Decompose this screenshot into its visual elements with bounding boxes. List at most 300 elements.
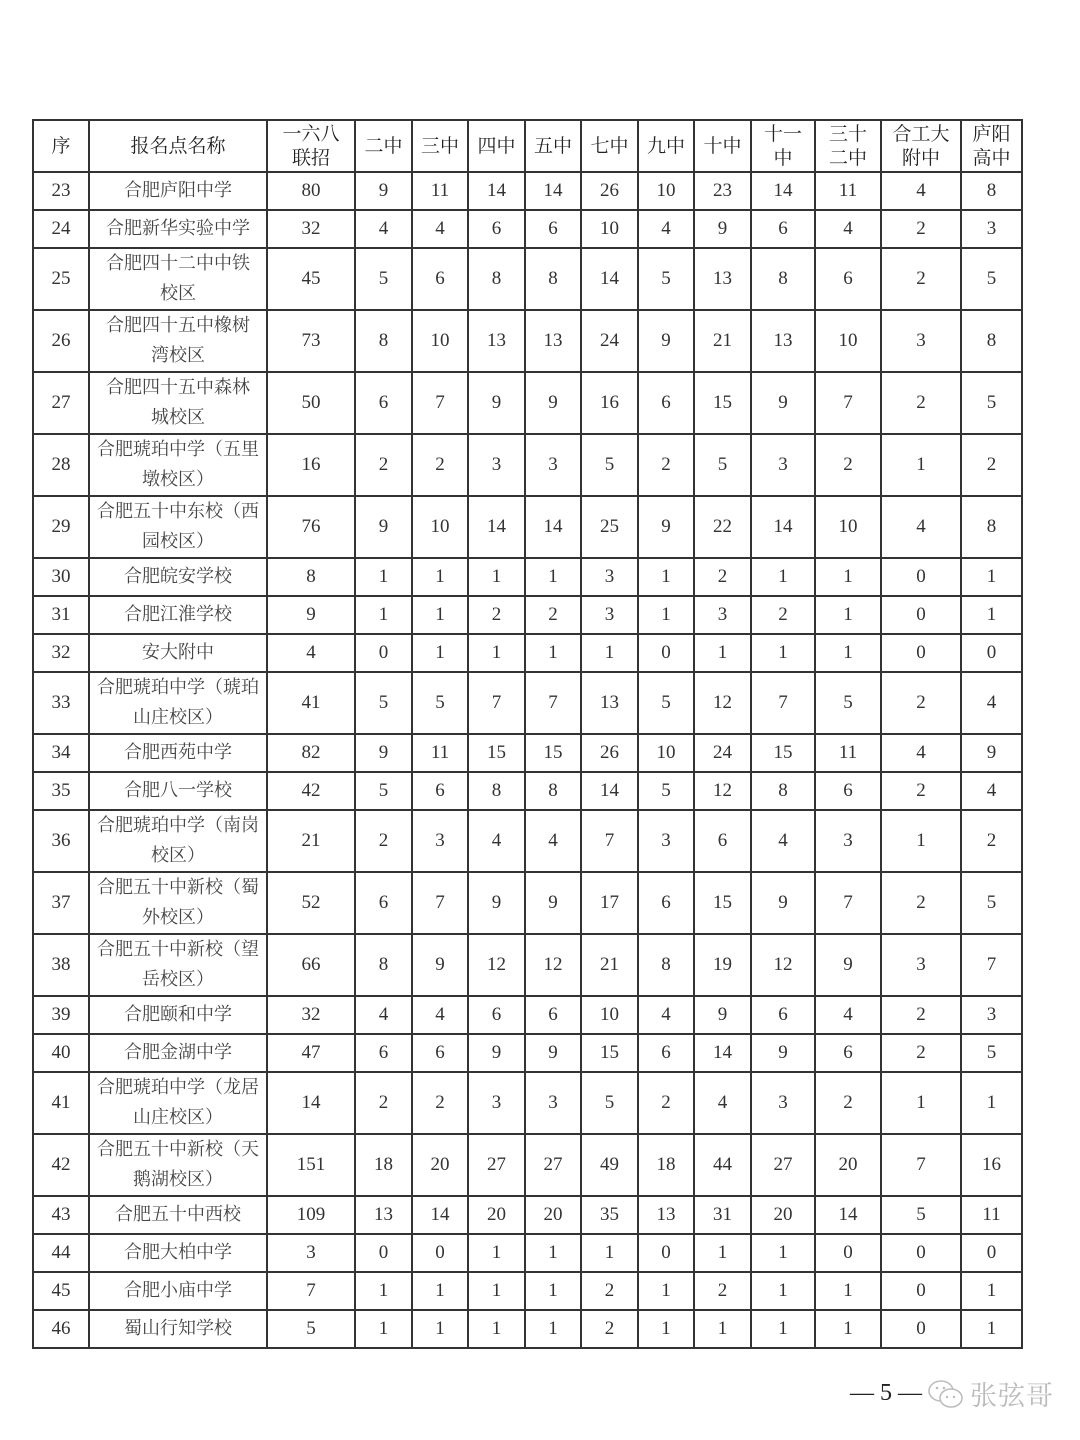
quota-cell: 15: [751, 734, 815, 772]
school-name: 合肥琥珀中学（五里 墩校区）: [89, 434, 267, 496]
quota-cell: 3: [412, 810, 468, 872]
quota-cell: 9: [751, 1034, 815, 1072]
quota-cell: 0: [815, 1234, 881, 1272]
quota-cell: 5: [815, 672, 881, 734]
quota-cell: 16: [961, 1134, 1022, 1196]
quota-cell: 4: [881, 172, 961, 210]
quota-cell: 8: [961, 310, 1022, 372]
quota-cell: 2: [412, 1072, 468, 1134]
row-number: 26: [33, 310, 89, 372]
quota-cell: 1: [638, 558, 694, 596]
quota-cell: 1: [525, 558, 581, 596]
quota-cell: 1: [694, 634, 751, 672]
quota-cell: 4: [961, 672, 1022, 734]
quota-cell: 2: [751, 596, 815, 634]
quota-cell: 49: [581, 1134, 638, 1196]
quota-cell: 5: [881, 1196, 961, 1234]
quota-cell: 12: [751, 934, 815, 996]
column-header: 庐阳 高中: [961, 120, 1022, 172]
row-number: 37: [33, 872, 89, 934]
quota-cell: 9: [525, 1034, 581, 1072]
table-row: [33, 372, 1022, 434]
quota-cell: 24: [694, 734, 751, 772]
quota-cell: 2: [638, 434, 694, 496]
quota-cell: 4: [881, 734, 961, 772]
quota-cell: 1: [751, 558, 815, 596]
quota-cell: 9: [638, 310, 694, 372]
quota-cell: 1: [525, 1310, 581, 1348]
quota-cell: 1: [412, 634, 468, 672]
school-name: 合肥小庙中学: [89, 1272, 267, 1310]
quota-cell: 1: [751, 1310, 815, 1348]
quota-cell: 6: [815, 248, 881, 310]
row-number: 42: [33, 1134, 89, 1196]
quota-cell: 14: [694, 1034, 751, 1072]
column-header: 九中: [638, 120, 694, 172]
table-row: [33, 1310, 1022, 1348]
quota-cell: 9: [412, 934, 468, 996]
quota-cell: 6: [525, 996, 581, 1034]
quota-cell: 4: [638, 210, 694, 248]
quota-cell: 1: [694, 1310, 751, 1348]
quota-cell: 2: [638, 1072, 694, 1134]
quota-cell: 2: [881, 210, 961, 248]
quota-cell: 3: [881, 934, 961, 996]
table-row: [33, 634, 1022, 672]
quota-cell: 4: [638, 996, 694, 1034]
quota-cell: 11: [412, 172, 468, 210]
quota-cell: 50: [267, 372, 355, 434]
quota-cell: 151: [267, 1134, 355, 1196]
table-row: [33, 310, 1022, 372]
row-number: 31: [33, 596, 89, 634]
quota-cell: 3: [751, 1072, 815, 1134]
quota-cell: 2: [961, 434, 1022, 496]
quota-cell: 14: [751, 172, 815, 210]
quota-cell: 2: [815, 434, 881, 496]
quota-cell: 1: [961, 596, 1022, 634]
quota-cell: 8: [638, 934, 694, 996]
school-name: 合肥西苑中学: [89, 734, 267, 772]
quota-cell: 22: [694, 496, 751, 558]
quota-cell: 1: [412, 1310, 468, 1348]
quota-cell: 16: [267, 434, 355, 496]
quota-cell: 1: [638, 596, 694, 634]
quota-cell: 5: [961, 248, 1022, 310]
quota-cell: 13: [581, 672, 638, 734]
quota-cell: 2: [881, 248, 961, 310]
quota-cell: 9: [468, 1034, 525, 1072]
quota-cell: 1: [355, 558, 412, 596]
quota-cell: 9: [815, 934, 881, 996]
quota-cell: 9: [751, 872, 815, 934]
quota-cell: 14: [468, 172, 525, 210]
quota-cell: 14: [267, 1072, 355, 1134]
quota-cell: 3: [581, 558, 638, 596]
quota-cell: 73: [267, 310, 355, 372]
school-name: 合肥大柏中学: [89, 1234, 267, 1272]
table-row: [33, 496, 1022, 558]
school-name: 合肥五十中东校（西 园校区）: [89, 496, 267, 558]
quota-cell: 0: [881, 558, 961, 596]
quota-cell: 1: [525, 1272, 581, 1310]
quota-cell: 1: [638, 1272, 694, 1310]
quota-cell: 8: [267, 558, 355, 596]
table-row: [33, 1034, 1022, 1072]
row-number: 43: [33, 1196, 89, 1234]
school-name: 合肥四十五中橡树 湾校区: [89, 310, 267, 372]
quota-cell: 5: [638, 248, 694, 310]
quota-cell: 6: [525, 210, 581, 248]
quota-cell: 12: [525, 934, 581, 996]
quota-cell: 3: [468, 1072, 525, 1134]
quota-cell: 2: [961, 810, 1022, 872]
quota-cell: 3: [961, 210, 1022, 248]
row-number: 44: [33, 1234, 89, 1272]
quota-cell: 14: [581, 248, 638, 310]
quota-cell: 21: [581, 934, 638, 996]
column-header: 五中: [525, 120, 581, 172]
quota-cell: 4: [267, 634, 355, 672]
quota-cell: 1: [525, 1234, 581, 1272]
table-row: [33, 1234, 1022, 1272]
quota-cell: 6: [412, 1034, 468, 1072]
quota-cell: 12: [468, 934, 525, 996]
quota-cell: 26: [581, 172, 638, 210]
table-row: [33, 1196, 1022, 1234]
quota-cell: 3: [694, 596, 751, 634]
quota-cell: 18: [355, 1134, 412, 1196]
table-row: [33, 772, 1022, 810]
school-name: 合肥四十二中中铁 校区: [89, 248, 267, 310]
quota-cell: 4: [815, 996, 881, 1034]
quota-cell: 20: [815, 1134, 881, 1196]
row-number: 34: [33, 734, 89, 772]
table-row: [33, 872, 1022, 934]
quota-cell: 2: [694, 1272, 751, 1310]
quota-cell: 20: [412, 1134, 468, 1196]
quota-cell: 4: [961, 772, 1022, 810]
watermark-text: 张弦哥: [970, 1381, 1054, 1412]
quota-cell: 1: [412, 558, 468, 596]
quota-cell: 27: [468, 1134, 525, 1196]
quota-cell: 4: [815, 210, 881, 248]
column-header: 三十 二中: [815, 120, 881, 172]
quota-cell: 6: [412, 248, 468, 310]
quota-cell: 1: [468, 1234, 525, 1272]
quota-cell: 9: [751, 372, 815, 434]
column-header: 十一 中: [751, 120, 815, 172]
quota-cell: 2: [581, 1310, 638, 1348]
quota-cell: 16: [581, 372, 638, 434]
quota-cell: 7: [525, 672, 581, 734]
table-row: [33, 596, 1022, 634]
quota-cell: 0: [881, 1234, 961, 1272]
quota-cell: 4: [525, 810, 581, 872]
column-header: 二中: [355, 120, 412, 172]
quota-cell: 82: [267, 734, 355, 772]
column-header: 十中: [694, 120, 751, 172]
quota-cell: 4: [355, 210, 412, 248]
quota-cell: 2: [355, 1072, 412, 1134]
quota-cell: 10: [815, 496, 881, 558]
quota-cell: 15: [694, 872, 751, 934]
quota-cell: 7: [581, 810, 638, 872]
quota-cell: 7: [751, 672, 815, 734]
quota-cell: 24: [581, 310, 638, 372]
quota-cell: 1: [581, 1234, 638, 1272]
quota-cell: 14: [468, 496, 525, 558]
quota-cell: 6: [638, 1034, 694, 1072]
row-number: 36: [33, 810, 89, 872]
quota-cell: 9: [355, 172, 412, 210]
quota-cell: 1: [815, 596, 881, 634]
school-name: 合肥琥珀中学（南岗 校区）: [89, 810, 267, 872]
quota-cell: 11: [815, 734, 881, 772]
quota-cell: 2: [468, 596, 525, 634]
quota-cell: 1: [694, 1234, 751, 1272]
quota-cell: 2: [881, 772, 961, 810]
quota-cell: 0: [881, 1310, 961, 1348]
row-number: 33: [33, 672, 89, 734]
school-name: 合肥庐阳中学: [89, 172, 267, 210]
quota-cell: 6: [355, 872, 412, 934]
table-row: [33, 996, 1022, 1034]
quota-cell: 5: [961, 872, 1022, 934]
quota-cell: 10: [412, 310, 468, 372]
quota-cell: 1: [355, 1272, 412, 1310]
quota-cell: 13: [468, 310, 525, 372]
quota-cell: 1: [815, 1272, 881, 1310]
quota-cell: 7: [961, 934, 1022, 996]
quota-cell: 19: [694, 934, 751, 996]
quota-cell: 8: [468, 772, 525, 810]
quota-cell: 0: [638, 634, 694, 672]
quota-cell: 3: [525, 1072, 581, 1134]
quota-cell: 4: [694, 1072, 751, 1134]
quota-cell: 0: [881, 596, 961, 634]
quota-cell: 7: [468, 672, 525, 734]
quota-cell: 21: [694, 310, 751, 372]
quota-cell: 1: [412, 596, 468, 634]
row-number: 39: [33, 996, 89, 1034]
quota-cell: 2: [881, 996, 961, 1034]
quota-cell: 3: [468, 434, 525, 496]
quota-cell: 10: [815, 310, 881, 372]
quota-cell: 6: [815, 772, 881, 810]
quota-cell: 4: [881, 496, 961, 558]
row-number: 46: [33, 1310, 89, 1348]
quota-cell: 76: [267, 496, 355, 558]
quota-cell: 9: [525, 372, 581, 434]
quota-cell: 3: [638, 810, 694, 872]
quota-cell: 3: [961, 996, 1022, 1034]
quota-cell: 0: [355, 1234, 412, 1272]
quota-cell: 1: [881, 810, 961, 872]
table-row: [33, 434, 1022, 496]
quota-cell: 1: [881, 434, 961, 496]
quota-cell: 9: [694, 996, 751, 1034]
table-row: [33, 172, 1022, 210]
column-header: 报名点名称: [89, 120, 267, 172]
quota-cell: 42: [267, 772, 355, 810]
quota-cell: 10: [638, 172, 694, 210]
quota-cell: 2: [581, 1272, 638, 1310]
quota-cell: 2: [355, 434, 412, 496]
quota-cell: 9: [355, 496, 412, 558]
wechat-icon: [926, 1378, 966, 1410]
quota-cell: 15: [694, 372, 751, 434]
quota-cell: 6: [355, 1034, 412, 1072]
column-header: 四中: [468, 120, 525, 172]
quota-cell: 0: [961, 634, 1022, 672]
quota-cell: 10: [581, 996, 638, 1034]
row-number: 38: [33, 934, 89, 996]
quota-cell: 8: [525, 772, 581, 810]
quota-cell: 1: [961, 1272, 1022, 1310]
column-header: 序: [33, 120, 89, 172]
quota-cell: 1: [815, 634, 881, 672]
row-number: 23: [33, 172, 89, 210]
quota-cell: 0: [961, 1234, 1022, 1272]
quota-cell: 7: [815, 372, 881, 434]
quota-cell: 5: [638, 772, 694, 810]
quota-cell: 1: [638, 1310, 694, 1348]
school-name: 合肥五十中新校（望 岳校区）: [89, 934, 267, 996]
quota-cell: 11: [961, 1196, 1022, 1234]
quota-cell: 0: [881, 1272, 961, 1310]
quota-cell: 11: [412, 734, 468, 772]
page-number: — 5 —: [850, 1380, 922, 1406]
row-number: 30: [33, 558, 89, 596]
row-number: 27: [33, 372, 89, 434]
school-name: 合肥颐和中学: [89, 996, 267, 1034]
quota-cell: 18: [638, 1134, 694, 1196]
quota-cell: 26: [581, 734, 638, 772]
quota-cell: 45: [267, 248, 355, 310]
quota-cell: 1: [881, 1072, 961, 1134]
school-name: 合肥四十五中森林 城校区: [89, 372, 267, 434]
quota-cell: 1: [468, 1310, 525, 1348]
allocation-table: [32, 119, 1023, 1349]
quota-cell: 8: [355, 934, 412, 996]
quota-cell: 1: [751, 634, 815, 672]
quota-cell: 12: [694, 772, 751, 810]
quota-cell: 6: [815, 1034, 881, 1072]
row-number: 25: [33, 248, 89, 310]
column-header: 一六八 联招: [267, 120, 355, 172]
quota-cell: 20: [468, 1196, 525, 1234]
quota-cell: 8: [468, 248, 525, 310]
quota-cell: 14: [525, 172, 581, 210]
school-name: 合肥江淮学校: [89, 596, 267, 634]
quota-cell: 80: [267, 172, 355, 210]
quota-cell: 7: [412, 872, 468, 934]
quota-cell: 17: [581, 872, 638, 934]
table-row: [33, 672, 1022, 734]
school-name: 合肥琥珀中学（琥珀 山庄校区）: [89, 672, 267, 734]
quota-cell: 27: [525, 1134, 581, 1196]
quota-cell: 13: [694, 248, 751, 310]
quota-cell: 44: [694, 1134, 751, 1196]
quota-cell: 8: [961, 172, 1022, 210]
table-row: [33, 934, 1022, 996]
school-name: 合肥皖安学校: [89, 558, 267, 596]
quota-cell: 6: [694, 810, 751, 872]
quota-cell: 15: [468, 734, 525, 772]
quota-cell: 5: [355, 672, 412, 734]
school-name: 合肥八一学校: [89, 772, 267, 810]
quota-cell: 4: [412, 210, 468, 248]
quota-cell: 7: [267, 1272, 355, 1310]
column-header: 七中: [581, 120, 638, 172]
column-header: 三中: [412, 120, 468, 172]
quota-cell: 14: [412, 1196, 468, 1234]
quota-cell: 2: [815, 1072, 881, 1134]
table-row: [33, 210, 1022, 248]
quota-cell: 6: [412, 772, 468, 810]
quota-cell: 9: [525, 872, 581, 934]
quota-cell: 41: [267, 672, 355, 734]
quota-cell: 6: [638, 872, 694, 934]
quota-cell: 3: [267, 1234, 355, 1272]
quota-cell: 5: [581, 434, 638, 496]
quota-cell: 35: [581, 1196, 638, 1234]
quota-cell: 5: [355, 772, 412, 810]
quota-cell: 2: [525, 596, 581, 634]
quota-cell: 27: [751, 1134, 815, 1196]
quota-cell: 14: [525, 496, 581, 558]
row-number: 28: [33, 434, 89, 496]
quota-cell: 23: [694, 172, 751, 210]
school-name: 合肥金湖中学: [89, 1034, 267, 1072]
quota-cell: 1: [751, 1234, 815, 1272]
quota-cell: 2: [694, 558, 751, 596]
quota-cell: 25: [581, 496, 638, 558]
quota-cell: 15: [525, 734, 581, 772]
quota-cell: 5: [581, 1072, 638, 1134]
quota-cell: 2: [881, 372, 961, 434]
quota-cell: 5: [961, 1034, 1022, 1072]
quota-cell: 9: [638, 496, 694, 558]
quota-cell: 6: [751, 210, 815, 248]
column-header: 合工大 附中: [881, 120, 961, 172]
row-number: 29: [33, 496, 89, 558]
school-name: 合肥新华实验中学: [89, 210, 267, 248]
quota-cell: 1: [961, 1072, 1022, 1134]
quota-cell: 10: [412, 496, 468, 558]
quota-cell: 13: [751, 310, 815, 372]
quota-cell: 6: [355, 372, 412, 434]
quota-cell: 20: [525, 1196, 581, 1234]
quota-cell: 1: [355, 1310, 412, 1348]
quota-cell: 21: [267, 810, 355, 872]
quota-cell: 1: [751, 1272, 815, 1310]
quota-cell: 52: [267, 872, 355, 934]
quota-cell: 1: [412, 1272, 468, 1310]
quota-cell: 9: [355, 734, 412, 772]
row-number: 35: [33, 772, 89, 810]
quota-cell: 5: [412, 672, 468, 734]
quota-cell: 10: [638, 734, 694, 772]
row-number: 40: [33, 1034, 89, 1072]
table-row: [33, 734, 1022, 772]
school-name: 合肥五十中西校: [89, 1196, 267, 1234]
quota-cell: 8: [961, 496, 1022, 558]
table-body: [33, 172, 1022, 1348]
table-row: [33, 810, 1022, 872]
quota-cell: 4: [468, 810, 525, 872]
